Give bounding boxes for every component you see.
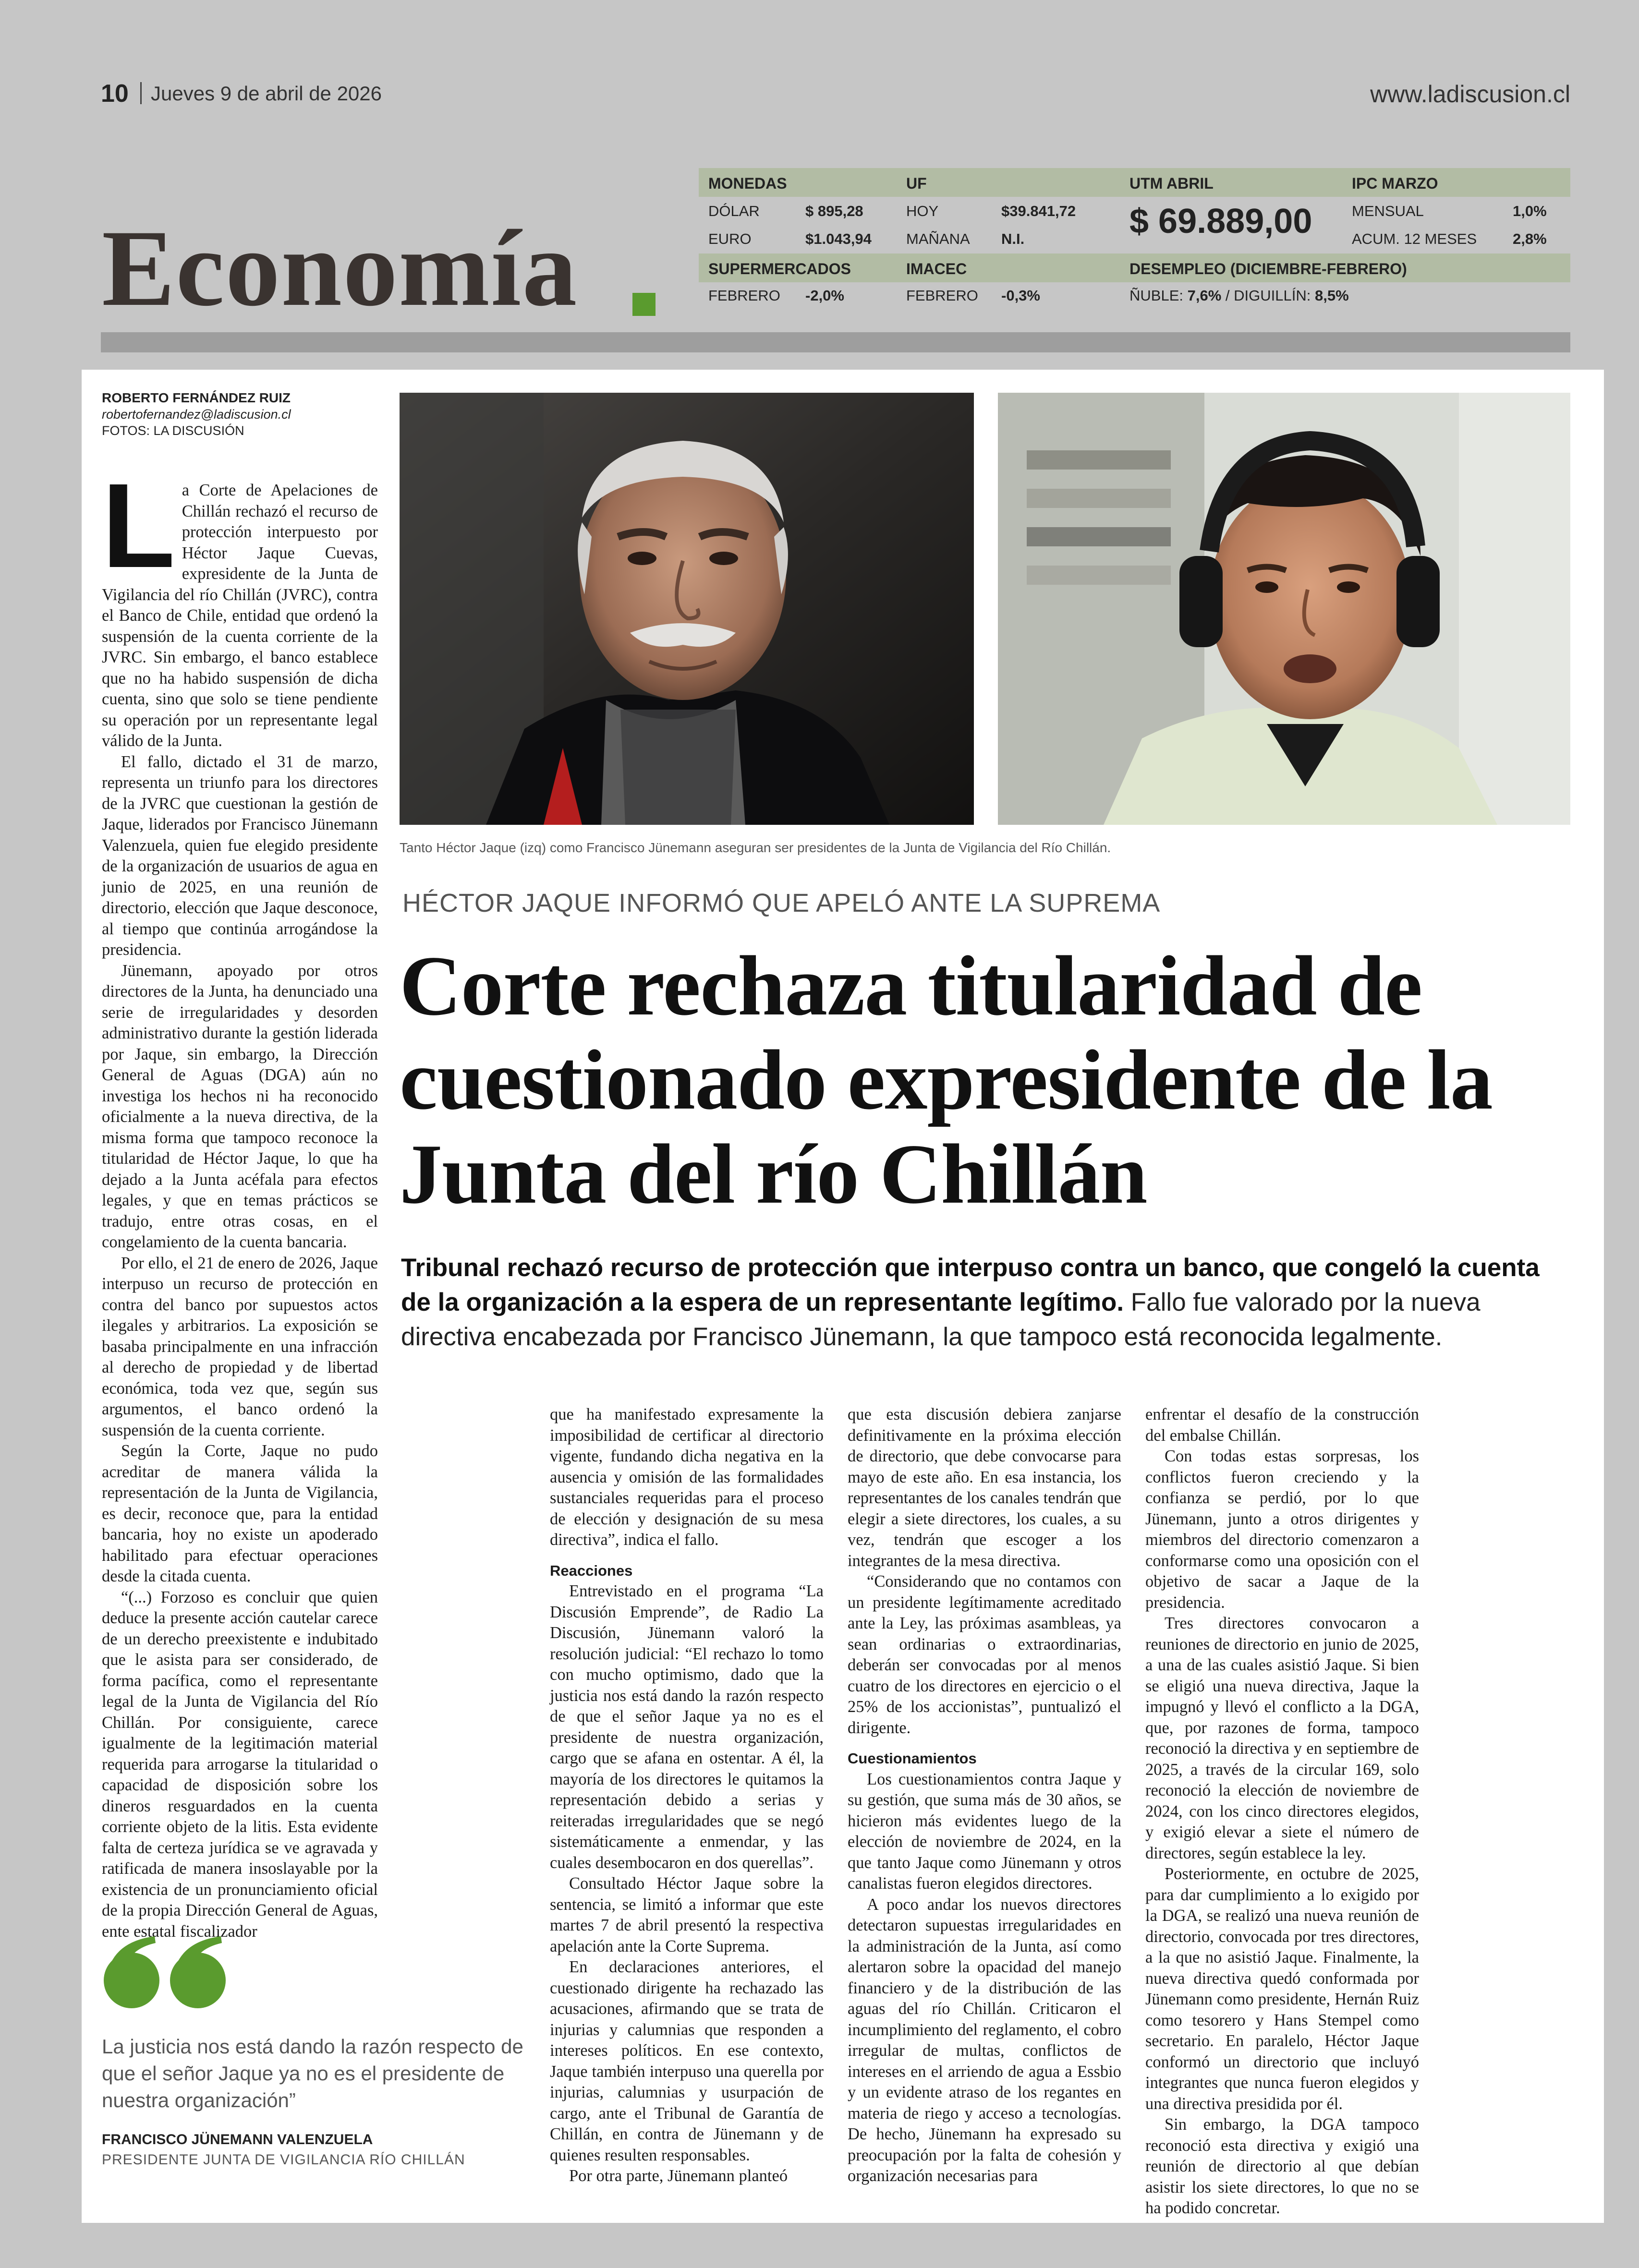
- uf-hoy-label: HOY: [906, 203, 939, 219]
- ipc-mensual-value: 1,0%: [1513, 203, 1547, 219]
- paragraph: Consultado Héctor Jaque sobre la sentencia, se limitó a informar que este martes 7 de abril presentó la respectiva apelación ante la Corte Suprema.: [550, 1874, 824, 1955]
- imacec-value: -0,3%: [1001, 287, 1040, 304]
- photo-francisco-junemann: [998, 393, 1570, 825]
- paragraph: que ha manifestado expresamente la imposibilidad de certificar al directorio vigente, fundando dicha negativa en la ausencia y omisión de las formalidades sustanciales requeridas para el proceso de elección y designación de su mesa directiva”, indica el fallo.: [550, 1405, 824, 1549]
- desempleo-values: [1129, 287, 1349, 304]
- byline: [102, 390, 380, 439]
- paragraph: Con todas estas sorpresas, los conflictos fueron creciendo y la confianza se perdió, por lo que Jünemann, junto a otros dirigentes y miembros del directorio comenzaron a conformarse como una oposición con el objetivo de sacar a Jaque de la presidencia.: [1145, 1447, 1419, 1612]
- dolar-value: $ 895,28: [805, 203, 863, 219]
- paragraph: Posteriormente, en octubre de 2025, para dar cumplimiento a lo exigido por la DGA, se realizó una nueva reunión de directorio, convocada por tres directores, a la que no asistió Jaque. Finalmente, la nueva directiva quedó conformada por Jünemann como presidente, Hernán Ruiz como tesorero y Hans Stempel como secretario. En paralelo, Héctor Jaque conformó un directorio que incluyó integrantes que nunca fueron elegidos y una directiva presidida por él.: [1145, 1865, 1419, 2113]
- drop-cap: L: [102, 458, 175, 592]
- paragraph: que esta discusión debiera zanjarse definitivamente en la próxima elección de directorio, que debe convocarse para mayo de este año. En esa instancia, los representantes de los canales tendrán que elegir a siete directores, los cuales, a su vez, tendrán que escoger a los integrantes de la mesa directiva.: [848, 1405, 1121, 1570]
- article-column-3: [848, 1404, 1121, 2196]
- nuble-label: ÑUBLE:: [1129, 287, 1183, 304]
- uf-label: UF: [906, 175, 927, 192]
- utm-value: $ 69.889,00: [1129, 202, 1312, 241]
- supermercados-period: FEBRERO: [708, 287, 780, 304]
- subheading-reacciones: Reacciones: [550, 1562, 633, 1579]
- article-column-2: [550, 1404, 824, 2196]
- supermercados-value: -2,0%: [805, 287, 844, 304]
- author-name: ROBERTO FERNÁNDEZ RUIZ: [102, 390, 291, 405]
- paragraph: “(...) Forzoso es concluir que quien deduce la presente acción cautelar carece de un derecho preexistente e indubitado que le asista para ser considerado, de forma pacífica, como el representante legal de la Junta de Vigilancia del Río Chillán. Por consiguiente, carece igualmente de la legitimación material requerida para arrogarse la titularidad o capacidad de disposición sobre los dineros resguardados en la cuenta corriente objeto de la litis. Esta evidente falta de certeza jurídica se ve agravada y ratificada de manera insoslayable por la existencia de un pronunciamiento oficial de la propia Dirección General de Aguas, ente estatal fiscalizador: [102, 1588, 378, 1941]
- imacec-label: IMACEC: [906, 260, 967, 277]
- website-link[interactable]: www.ladiscusion.cl: [1370, 81, 1570, 108]
- portrait-illustration-junemann: [998, 393, 1570, 825]
- monedas-label: MONEDAS: [708, 175, 787, 192]
- article-column-4: [1145, 1404, 1419, 2217]
- uf-manana-value: N.I.: [1001, 230, 1025, 247]
- article-column-1: [102, 458, 378, 1941]
- paragraph: Tres directores convocaron a reuniones de directorio en junio de 2025, a una de las cuales asistió Jaque. Si bien se eligió una nueva directiva, Jaque la impugnó y llevó el conflicto a la DGA, que, por razones de forma, tampoco reconoció la directiva y en septiembre de 2025, a través de la circular 169, solo reconoció la elección de noviembre de 2024, con los cinco directores elegidos, y exigió elevar a siete el número de directores, según establece la ley.: [1145, 1614, 1419, 1862]
- section-divider-bar: [101, 332, 1570, 352]
- paragraph: El fallo, dictado el 31 de marzo, representa un triunfo para los directores de la JVRC que cuestionan la gestión de Jaque, liderados por Francisco Jünemann Valenzuela, quien fue elegido presidente de la organización de usuarios de agua en junio de 2025, en una reunión de directorio, elección que Jaque desconoce, al tiempo que continúa arrogándose la presidencia.: [102, 752, 378, 959]
- paragraph: Entrevistado en el programa “La Discusión Emprende”, de Radio La Discusión, Jünemann valoró la resolución judicial: “El rechazo lo tomo con mucho optimismo, dado que la justicia nos está dando la razón respecto de que el señor Jaque ya no es el presidente de nuestra organización, cargo que se afana en ostentar. A él, la mayoría de los directores le quitamos la representación debido a serias y reiteradas irregularidades que se negó sistemáticamente a enmendar, y las cuales desembocaron en dos querellas”.: [550, 1582, 824, 1872]
- photo-caption: Tanto Héctor Jaque (izq) como Francisco Jünemann aseguran ser presidentes de la Junta de Vigilancia del Río Chillán.: [400, 840, 1111, 855]
- economic-indicators: [699, 168, 1570, 314]
- paragraph: Jünemann, apoyado por otros directores de la Junta, ha denunciado una serie de irregularidades y desorden administrativo durante la gestión liderada por Jaque, sin embargo, la Dirección General de Aguas (DGA) aún no investiga los hechos ni ha reconocido oficialmente a la nueva directiva, de la misma forma que tampoco reconoce la titularidad de Héctor Jaque, lo que ha dejado a la Junta acéfala para efectos legales, y que en temas prácticos se tradujo, entre otras cosas, en el congelamiento de la cuenta bancaria.: [102, 961, 378, 1251]
- ipc-acum-value: 2,8%: [1513, 230, 1547, 247]
- ipc-mensual-label: MENSUAL: [1352, 203, 1424, 219]
- section-title: Economía: [102, 208, 578, 329]
- ipc-label: IPC MARZO: [1352, 175, 1438, 192]
- nuble-value: 7,6%: [1187, 287, 1222, 304]
- portrait-illustration-jaque: [400, 393, 974, 825]
- quote-mark-icon: [102, 1932, 231, 2009]
- pull-quote-role: PRESIDENTE JUNTA DE VIGILANCIA RÍO CHILLÁN: [102, 2152, 465, 2168]
- paragraph: A poco andar los nuevos directores detectaron supuestas irregularidades en la administración de la Junta, así como alertaron sobre la opacidad del manejo financiero y de la distribución de las aguas del río Chillán. Criticaron el incumplimiento del reglamento, el cobro irregular de multas, conflictos de intereses en el arriendo de agua a Essbio y un evidente atraso de los regantes en materia de riego y acceso a tecnologías. De hecho, Jünemann ha expresado su preocupación por la falta de cohesión y organización necesarias para: [848, 1895, 1121, 2185]
- uf-hoy-value: $39.841,72: [1001, 203, 1076, 219]
- dolar-label: DÓLAR: [708, 203, 760, 219]
- paragraph: Los cuestionamientos contra Jaque y su gestión, que suma más de 30 años, se hicieron más evidentes luego de la elección de noviembre de 2024, en la que tanto Jaque como Jünemann y otros canalistas fueron elegidos directores.: [848, 1770, 1121, 1893]
- diguillin-label: DIGUILLÍN:: [1234, 287, 1311, 304]
- paragraph: Según la Corte, Jaque no pudo acreditar de manera válida la representación de la Junta de Vigilancia, es decir, reconoce que, para la entidad bancaria, hoy no existe un apoderado habilitado para efectuar operaciones desde la citada cuenta.: [102, 1442, 378, 1585]
- paragraph: “Considerando que no contamos con un presidente legítimamente acreditado ante la Ley, las próximas asambleas, ya sean ordinarias o extraordinarias, deberán ser convocadas por al menos cuatro de los directores en ejercicio o el 25% de los accionistas”, puntualizó el dirigente.: [848, 1572, 1121, 1737]
- pull-quote-text: La justicia nos está dando la razón respecto de que el señor Jaque ya no es el presidente de nuestra organización”: [102, 2035, 523, 2111]
- header-divider: [140, 82, 142, 104]
- pull-quote-author: FRANCISCO JÜNEMANN VALENZUELA: [102, 2132, 373, 2147]
- issue-date: Jueves 9 de abril de 2026: [151, 82, 382, 105]
- photo-credit: FOTOS: LA DISCUSIÓN: [102, 423, 244, 438]
- kicker: HÉCTOR JAQUE INFORMÓ QUE APELÓ ANTE LA SUPREMA: [402, 889, 1161, 917]
- deck: [401, 1251, 1573, 1354]
- headline: Corte rechaza titularidad de cuestionado expresidente de la Junta del río Chillán: [400, 938, 1493, 1221]
- page-number: 10: [101, 80, 129, 108]
- photo-hector-jaque: [400, 393, 974, 825]
- supermercados-label: SUPERMERCADOS: [708, 260, 851, 277]
- euro-label: EURO: [708, 230, 752, 247]
- subheading-cuestionamientos: Cuestionamientos: [848, 1750, 977, 1767]
- desempleo-separator: /: [1225, 287, 1230, 304]
- paragraph: Por ello, el 21 de enero de 2026, Jaque interpuso un recurso de protección en contra del banco por supuestos actos ilegales y arbitrarios. La exposición se basaba principalmente en una infracción al derecho de propiedad y de libertad económica, toda vez que, según sus argumentos, el banco ordenó la suspensión de la cuenta corriente.: [102, 1254, 378, 1439]
- ipc-acum-label: ACUM. 12 MESES: [1352, 230, 1477, 247]
- paragraph: Por otra parte, Jünemann planteó: [569, 2167, 788, 2185]
- euro-value: $1.043,94: [805, 230, 872, 247]
- page-header: [101, 79, 1570, 118]
- deck-rest: Fallo fue valorado por la nueva directiva encabezada por Francisco Jünemann, la que tampoco está reconocida legalmente.: [401, 1288, 1481, 1351]
- uf-manana-label: MAÑANA: [906, 230, 970, 247]
- paragraph: Sin embargo, la DGA tampoco reconoció esta directiva y exigió una reunión de directorio al que debían asistir los siete directores, lo que no se ha podido concretar.: [1145, 2115, 1419, 2217]
- diguillin-value: 8,5%: [1315, 287, 1349, 304]
- paragraph: enfrentar el desafío de la construcción del embalse Chillán.: [1145, 1405, 1419, 1445]
- section-title-dot: [632, 293, 656, 316]
- paragraph: En declaraciones anteriores, el cuestionado dirigente ha rechazado las acusaciones, afirmando que se trata de injurias y calumnias que responden a intereses políticos. En ese contexto, Jaque también interpuso una querella por injurias, calumnias y usurpación de cargo, ante el Tribunal de Garantía de Chillán, en contra de Jünemann y de quienes resulten responsables.: [550, 1958, 824, 2164]
- imacec-period: FEBRERO: [906, 287, 978, 304]
- utm-label: UTM ABRIL: [1129, 175, 1214, 192]
- author-email[interactable]: robertofernandez@ladiscusion.cl: [102, 407, 291, 422]
- deck-bold: Tribunal rechazó recurso de protección que interpuso contra un banco, que congeló la cuenta de la organización a la espera de un representante legítimo.: [401, 1254, 1540, 1316]
- desempleo-label: DESEMPLEO (DICIEMBRE-FEBRERO): [1129, 260, 1407, 277]
- paragraph: a Corte de Apelaciones de Chillán rechazó el recurso de protección interpuesto por Héctor Jaque Cuevas, expresidente de la Junta de Vigilancia del río Chillán (JVRC), contra el Banco de Chile, entidad que ordenó la suspensión de la cuenta corriente de la JVRC. Sin embargo, el banco establece que no ha habido suspensión de dicha cuenta, sino que solo se tiene pendiente su operación por un representante legal válido de la Junta.: [102, 481, 378, 750]
